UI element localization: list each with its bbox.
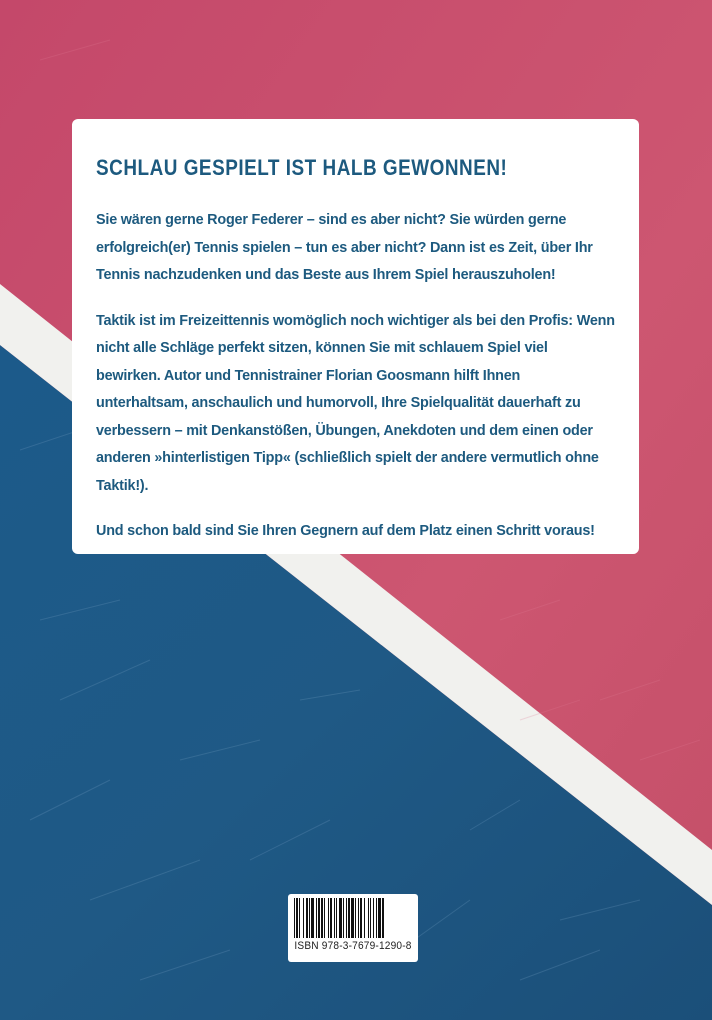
isbn-label: ISBN 978-3-7679-1290-8 xyxy=(294,940,412,952)
barcode-icon xyxy=(292,898,414,940)
isbn-barcode-box xyxy=(288,894,418,962)
headline: SCHLAU GESPIELT IST HALB GEWONNEN! xyxy=(96,155,508,180)
blurb-paragraph-2: Taktik ist im Freizeittennis womöglich noch wichtiger als bei den Profis: Wenn nicht alle Schläge perfekt sitzen, können Sie mit schlauem Spiel viel bewirken. Autor und Tennistrainer Florian Goosmann hilft Ihnen unterhaltsam, anschaulich und humorvoll, Ihre Spielqualität dauerhaft zu verbessern – mit Denkanstößen, Übungen, Anekdoten und dem einen oder anderen »hinterlistigen Tipp« (schließlich spielt der andere vermutlich ohne Taktik!). xyxy=(96,312,615,494)
blurb-paragraph-1: Sie wären gerne Roger Federer – sind es aber nicht? Sie würden gerne erfolgreich(er) Tennis spielen – tun es aber nicht? Dann ist es Zeit, über Ihr Tennis nachzudenken und das Beste aus Ihrem Spiel herauszuholen! xyxy=(96,212,593,283)
blurb-card xyxy=(72,119,639,554)
blurb-paragraph-3: Und schon bald sind Sie Ihren Gegnern auf dem Platz einen Schritt voraus! xyxy=(96,523,595,539)
